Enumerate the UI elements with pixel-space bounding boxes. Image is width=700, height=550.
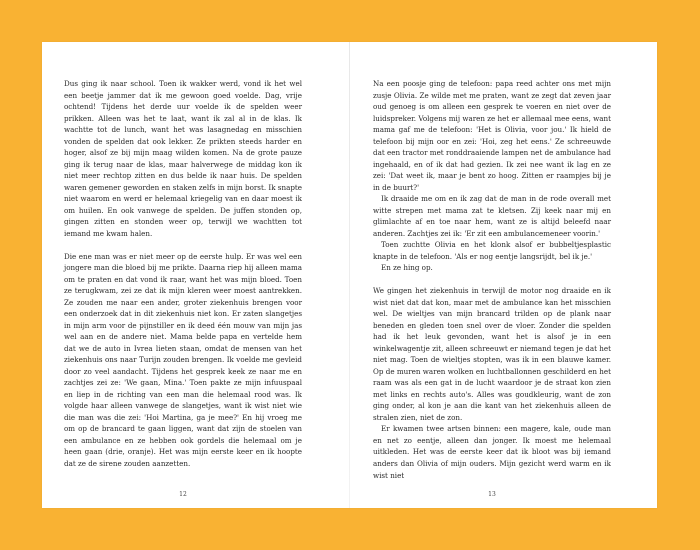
paragraph: Dus ging ik naar school. Toen ik wakker werd, vond ik het wel een beetje jammer dat ik me gewoon goed voelde. Dag, vrije ochtend! Tijdens het derde uur voelde ik de spelden weer prikken. Alleen was het te laat, want ik zal al in de klas. Ik wachtte tot de lunch, want het was lasagnedag en misschien vonden de spelden dat ook lekker. Ze prikten steeds harder en hoger, alsof ze bij mijn maag wilden komen. Na de grote pauze ging ik terug naar de klas, maar halverwege de middag kon ik niet meer rechtop zitten en dus belde ik naar huis. De spelden waren gemener geworden en staken zelfs in mijn borst. Ik snapte niet waarom en werd er helemaal kriegelig van en daar moest ik om huilen. En ook vanwege de spelden. De juffen stonden op, gingen zitten en stonden weer op, terwijl we wachtten tot iemand me kwam halen. <box>64 79 302 238</box>
left-page <box>64 78 302 470</box>
right-page <box>373 78 611 481</box>
paragraph: Die ene man was er niet meer op de eerste hulp. Er was wel een jongere man die bloed bij me prikte. Daarna riep hij alleen mama om te praten en dat vond ik raar, want het was mijn bloed. Toen ze terugkwam, zei ze dat ik mijn kleren weer moest aantrekken. Ze zouden me naar een ander, groter ziekenhuis brengen voor een onderzoek dat in dit ziekenhuis niet kon. Er zaten slangetjes in mijn arm voor de pijnstiller en ik deed één mouw van mijn jas wel aan en de andere niet. Mama belde papa en vertelde hem dat we de auto in Ivrea lieten staan, omdat de mensen van het ziekenhuis ons naar Turijn zouden brengen. Ik voelde me gevleid door zo veel aandacht. Tijdens het gesprek keek ze naar me en zachtjes zei ze: 'We gaan, Mina.' Toen pakte ze mijn infuuspaal en liep in de richting van een man die helemaal rood was. Ik volgde haar alleen vanwege de slangetjes, want ik wist niet wie die man was die zei: 'Hoi Martina, ga je mee?' En hij vroeg me om op de brancard te gaan liggen, want dat zijn de stoelen van een ambulance en ze hebben ook gordels die helemaal om je heen gaan (drie, oranje). Het was mijn eerste keer en ik hoopte dat ze de sirene zouden aanzetten. <box>64 251 302 468</box>
page-number-right: 13 <box>488 491 496 498</box>
paragraph: We gingen het ziekenhuis in terwijl de motor nog draaide en ik wist niet dat dat kon, maar met de ambulance kan het misschien wel. De wieltjes van mijn brancard trilden op de plank naar beneden en gleden toen snel over de vloer. Zonder die spelden had ik het leuk gevonden, want het is alsof je in een winkelwagentje zit, alleen schreeuwt er niemand tegen je dat het niet mag. Toen de wieltjes stopten, was ik in een blauwe kamer. Op de muren waren wolken en luchtballonnen geschilderd en het raam was als een gat in de lucht waardoor je de straat kon zien met links en rechts auto's. Alles was goudkleurig, want de zon ging onder, al kon je aan die kant van het ziekenhuis alleen de stralen zien, niet de zon. <box>373 286 611 422</box>
paragraph: Ik draaide me om en ik zag dat de man in de rode overall met witte strepen met mama zat te kletsen. Zij keek naar mij en glimlachte af en toe naar hem, want ze is altijd beleefd naar anderen. Zachtjes zei ik: 'Er zit een ambulancemeneer voorin.' <box>373 194 611 238</box>
book-spread <box>42 42 657 508</box>
page-number-left: 12 <box>179 491 187 498</box>
paragraph: En ze hing op. <box>381 263 433 273</box>
paragraph: Er kwamen twee artsen binnen: een magere, kale, oude man en net zo eentje, alleen dan jonger. Ik moest me helemaal uitkleden. Het was de eerste keer dat ik bloot was bij iemand anders dan Olivia of mijn ouders. Mijn gezicht werd warm en ik wist niet <box>373 424 611 480</box>
paragraph: Toen zuchtte Olivia en het klonk alsof er bubbeltjesplastic knapte in de telefoon. 'Als er nog eentje langsrijdt, bel ik je.' <box>373 240 611 261</box>
book-gutter <box>349 42 350 508</box>
paragraph: Na een poosje ging de telefoon: papa reed achter ons met mijn zusje Olivia. Ze wilde met me praten, want ze zegt dat zeven jaar oud genoeg is om alleen een gesprek te voeren en niet over de luidspreker. Volgens mij waren ze het er allemaal mee eens, want mama gaf me de telefoon: 'Het is Olivia, voor jou.' Ik hield de telefoon bij mijn oor en zei: 'Hoi, zeg het eens.' Ze schreeuwde dat een tractor met ronddraaiende lampen net de ambulance had ingehaald, en of ik dat had gezien. Ik zei nee want ik lag en ze zei: 'Dat weet ik, maar je bent zo hoog. Zitten er raampjes bij je in de buurt?' <box>373 79 611 192</box>
